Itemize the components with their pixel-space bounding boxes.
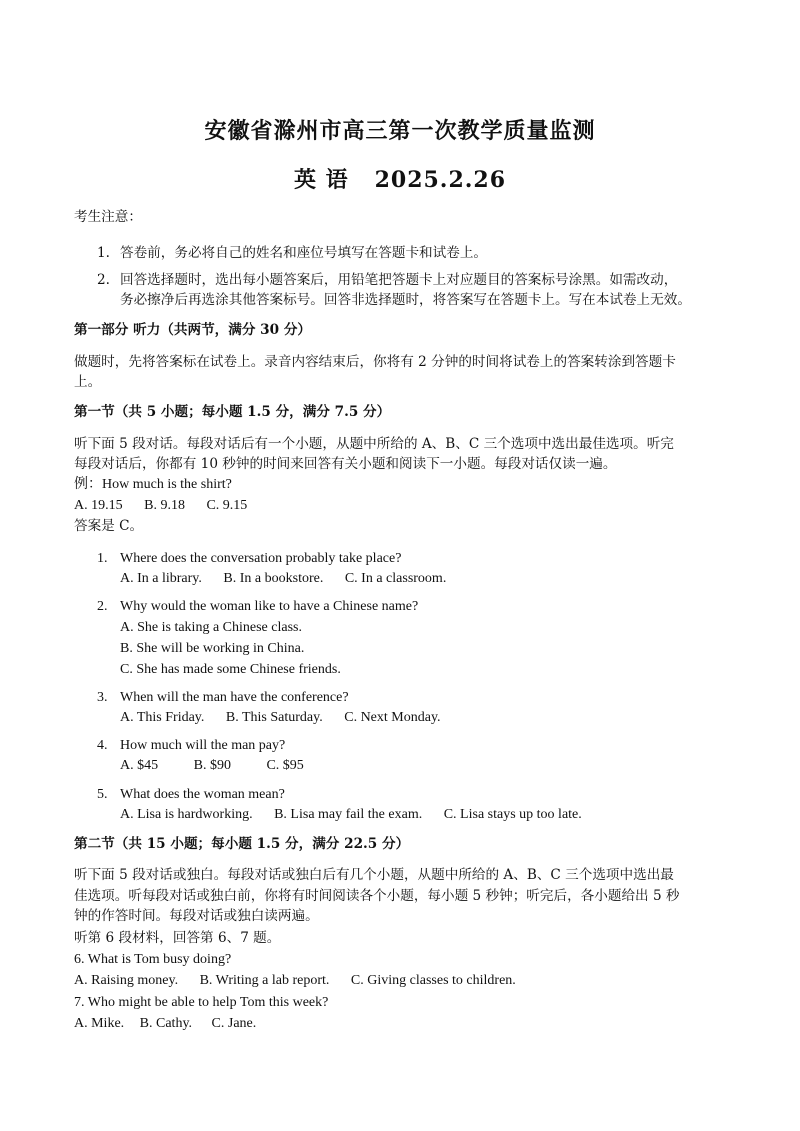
- option: B. Writing a lab report.: [199, 973, 330, 988]
- question-number: 3.: [97, 690, 108, 705]
- option: C. Jane.: [211, 1016, 257, 1031]
- part1-heading: 第一部分 听力（共两节，满分 30 分）: [74, 322, 312, 338]
- question-text: 6. What is Tom busy doing?: [74, 952, 232, 967]
- question-options: [120, 708, 459, 728]
- question-options: [74, 971, 534, 991]
- example-option: B. 9.18: [144, 498, 185, 513]
- option: A. Mike.: [74, 1016, 125, 1031]
- question-number: 1.: [97, 551, 108, 566]
- question-number: 2.: [97, 599, 108, 614]
- question-options: [74, 1014, 274, 1034]
- question-text: What does the woman mean?: [120, 787, 285, 802]
- option: A. $45: [120, 758, 159, 773]
- example-question: 例：How much is the shirt?: [74, 477, 232, 492]
- example-option: A. 19.15: [74, 498, 123, 513]
- question-text: When will the man have the conference?: [120, 690, 349, 705]
- option: B. In a bookstore.: [223, 571, 324, 586]
- section1-heading: 第一节（共 5 小题；每小题 1.5 分，满分 7.5 分）: [74, 404, 391, 420]
- notice-item-text: 答卷前，务必将自己的姓名和座位号填写在答题卡和试卷上。: [120, 245, 488, 261]
- example-options: [74, 496, 265, 516]
- option: B. $90: [193, 758, 231, 773]
- notice-item-text: 回答选择题时，选出每小题答案后，用铅笔把答题卡上对应题目的答案标号涂黑。如需改动，: [120, 272, 678, 288]
- section2-heading: 第二节（共 15 小题；每小题 1.5 分，满分 22.5 分）: [74, 836, 410, 852]
- part1-intro: 做题时，先将答案标在试卷上。录音内容结束后，你将有 2 分钟的时间将试卷上的答案转涂到答题卡: [74, 354, 676, 370]
- question-options: [120, 569, 464, 589]
- option: A. Lisa is hardworking.: [120, 807, 253, 822]
- option: B. This Saturday.: [225, 710, 323, 725]
- question-options: [120, 805, 600, 825]
- question-text: 7. Who might be able to help Tom this week?: [74, 995, 329, 1010]
- option: B. Cathy.: [139, 1016, 193, 1031]
- option: B. Lisa may fail the exam.: [274, 807, 423, 822]
- option: C. In a classroom.: [344, 571, 447, 586]
- question-text: Where does the conversation probably take place?: [120, 551, 402, 566]
- notice-item-text-cont: 务必擦净后再选涂其他答案标号。回答非选择题时，将答案写在答题卡上。写在本试卷上无效。: [120, 292, 691, 308]
- section2-instructions-cont: 佳选项。听每段对话或独白前，你将有时间阅读各个小题，每小题 5 秒钟；听完后，各小题给出 5 秒: [74, 888, 680, 904]
- question-text: How much will the man pay?: [120, 738, 286, 753]
- option: C. She has made some Chinese friends.: [120, 662, 341, 677]
- section2-instructions-cont: 钟的作答时间。每段对话或独白读两遍。: [74, 908, 319, 924]
- question-text: Why would the woman like to have a Chinese name?: [120, 599, 419, 614]
- option: C. $95: [266, 758, 304, 773]
- notice-heading: 考生注意：: [74, 209, 142, 225]
- page-title: 安徽省滁州市高三第一次教学质量监测: [204, 118, 596, 144]
- question-options: [120, 756, 322, 776]
- option: C. Lisa stays up too late.: [443, 807, 582, 822]
- example-option: C. 9.15: [206, 498, 248, 513]
- example-answer: 答案是 C。: [74, 518, 144, 534]
- option: B. She will be working in China.: [120, 641, 305, 656]
- option: C. Giving classes to children.: [350, 973, 516, 988]
- section2-instructions: 听下面 5 段对话或独白。每段对话或独白后有几个小题，从题中所给的 A、B、C 三个选项中选出最: [74, 867, 674, 883]
- section1-instructions: 听下面 5 段对话。每段对话后有一个小题，从题中所给的 A、B、C 三个选项中选出最佳选项。听完: [74, 436, 674, 452]
- material-instruction: 听第 6 段材料，回答第 6、7 题。: [74, 930, 281, 946]
- section1-instructions-cont: 每段对话后，你都有 10 秒钟的时间来回答有关小题和阅读下一小题。每段对话仅读一遍。: [74, 456, 617, 472]
- notice-item-num: 2.: [97, 272, 110, 288]
- option: A. This Friday.: [120, 710, 205, 725]
- option: A. In a library.: [120, 571, 202, 586]
- notice-item-num: 1.: [97, 245, 110, 261]
- question-number: 5.: [97, 787, 108, 802]
- option: A. Raising money.: [74, 973, 179, 988]
- part1-intro-cont: 上。: [74, 374, 102, 390]
- page-subtitle: 英 语 2025.2.26: [293, 167, 507, 193]
- question-number: 4.: [97, 738, 108, 753]
- option: C. Next Monday.: [344, 710, 441, 725]
- option: A. She is taking a Chinese class.: [120, 620, 302, 635]
